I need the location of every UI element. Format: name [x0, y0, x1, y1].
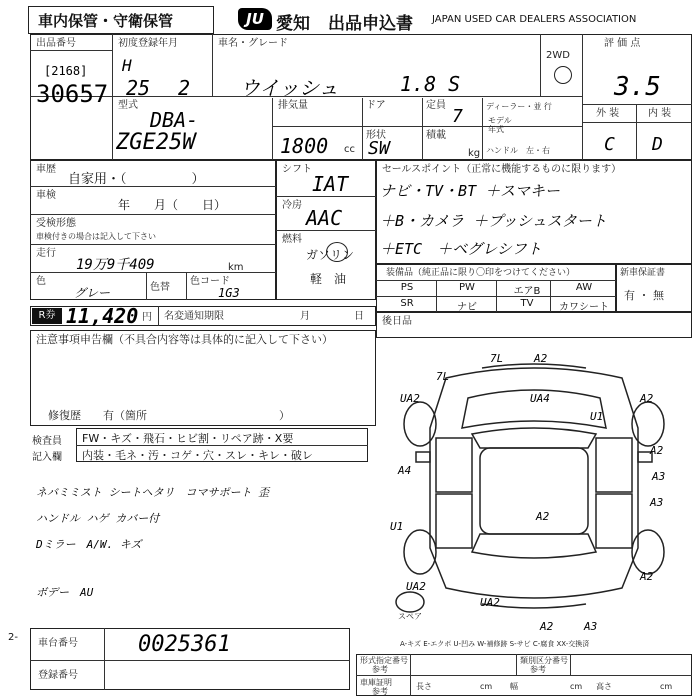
- equipment-item: AW: [575, 282, 593, 293]
- equipment-label: 装備品（純正品に限り〇印をつけてください）: [386, 268, 576, 278]
- inspection-label: 車検: [36, 190, 56, 201]
- color-label: 色: [36, 276, 46, 287]
- form-title: 出品申込書: [328, 14, 413, 34]
- year-value: 25: [126, 76, 151, 100]
- inspect-row-2: [82, 447, 313, 463]
- width-label: 幅: [510, 682, 518, 691]
- exterior-value: C: [604, 134, 615, 155]
- grade-points-label: 評 価 点: [604, 38, 641, 49]
- history-value: 自家用・（ ）: [68, 172, 205, 187]
- cc-label: cc: [344, 144, 355, 155]
- color-no-label: 色替: [150, 282, 170, 293]
- cert-type-label: 形式指定番号: [360, 656, 408, 665]
- ac-value: AAC: [306, 206, 343, 230]
- inspect-item: 穴・: [203, 449, 225, 462]
- damage-mark: 7L: [490, 352, 504, 365]
- inspect-row-1: [82, 430, 293, 446]
- note-line-4: ボデー AU: [36, 586, 94, 599]
- inspect-item: 内装・: [82, 449, 115, 462]
- equipment-item: エアB: [513, 286, 541, 297]
- interior-label: 内 装: [648, 108, 672, 119]
- drive-label: 2WD: [546, 50, 570, 61]
- inspect-item: 毛ネ・: [115, 449, 148, 462]
- displacement-label: 排気量: [278, 100, 308, 111]
- equipment-item: ナビ: [457, 302, 477, 313]
- damage-mark: A3: [652, 470, 666, 483]
- door-value: SW: [368, 138, 390, 159]
- reg-no-label: 登録番号: [38, 670, 78, 681]
- selling-point-1: ナビ・TV・BT ＋スマキー: [380, 182, 560, 200]
- damage-legend: A-キズ E-エクボ U-凹み W-補修跡 S-サビ C-腐食 XX-交換済: [400, 640, 590, 648]
- cert-ref-label-1: 参考: [372, 665, 388, 674]
- name-change-label: 名変通知期限: [164, 311, 224, 322]
- inspect-item: リペア跡・: [220, 432, 275, 445]
- r-ticket-label: R券: [32, 308, 62, 324]
- shift-label: シフト: [282, 164, 312, 175]
- color-code-label: 色コード: [190, 276, 230, 287]
- equipment-item: PW: [459, 282, 475, 293]
- dealer-label: ディーラー・並 行: [486, 102, 552, 111]
- car-cert-label: 車庫証明: [360, 678, 392, 687]
- lot-prefix: [2168]: [44, 64, 88, 78]
- fuel-diesel: 軽 油: [310, 272, 347, 286]
- ac-label: 冷房: [282, 200, 302, 211]
- height-unit: cm: [660, 682, 673, 691]
- shape-label: 形状: [366, 130, 386, 141]
- inspect-item: 汚・: [148, 449, 170, 462]
- repair-label: 修復歴 有（箇所 ）: [48, 409, 290, 422]
- note-line-2: ハンドル ハゲ カバー付: [36, 512, 160, 525]
- chassis-label: 車台番号: [38, 638, 78, 649]
- inspect-item: キズ・: [110, 432, 143, 445]
- era-value: H: [122, 56, 132, 75]
- model-code-a: DBA-: [150, 108, 199, 132]
- selling-points-label: セールスポイント（正常に機能するものに限ります）: [382, 164, 622, 175]
- history-label: 車歴: [36, 164, 56, 175]
- color-value: グレー: [74, 286, 111, 300]
- kg-label: kg: [468, 148, 481, 159]
- entry-label: 記入欄: [32, 452, 62, 463]
- length-unit: cm: [480, 682, 493, 691]
- exterior-label: 外 装: [596, 108, 620, 119]
- inspect-item: X要: [274, 432, 294, 445]
- damage-mark: U1: [590, 410, 604, 423]
- after-pay-label: 後日品: [382, 316, 412, 327]
- damage-mark: A2: [640, 570, 654, 583]
- selling-point-3: ＋ETC ＋ベグレシフト: [380, 240, 542, 258]
- fuel-gasoline: ガソリン: [306, 248, 355, 262]
- damage-mark: U1: [390, 520, 404, 533]
- inspect-item: スレ・: [225, 449, 258, 462]
- shift-value: IAT: [312, 172, 349, 196]
- org-name: 愛知: [276, 14, 310, 34]
- association-name: JAPAN USED CAR DEALERS ASSOCIATION: [432, 14, 637, 25]
- damage-mark: A2: [534, 352, 548, 365]
- name-change-month: 月: [300, 311, 310, 322]
- inspector-label: 検査員: [32, 436, 62, 447]
- first-reg-label: 初度登録年月: [118, 38, 178, 49]
- reception-note: 車検付きの場合は記入して下さい: [36, 232, 156, 241]
- inspect-item: ヒビ割・: [176, 432, 220, 445]
- warranty-yes-no: 有 ・ 無: [624, 289, 664, 302]
- damage-mark: UA2: [480, 596, 500, 609]
- load-label: 積載: [426, 130, 446, 141]
- r-ticket-unit: 円: [142, 312, 152, 323]
- cert-ref-label-3: 参考: [372, 687, 388, 696]
- damage-mark: A2: [640, 392, 654, 405]
- door-label: ドア: [366, 100, 386, 111]
- capacity-value: 7: [452, 106, 463, 127]
- lot-no-label: 出品番号: [36, 38, 76, 49]
- note-line-1: ネバミミスト シートヘタリ コマサポート 歪: [36, 486, 270, 499]
- chassis-prefix: 2-: [8, 632, 18, 643]
- inspect-item: FW・: [82, 432, 111, 445]
- damage-mark: A2: [540, 620, 554, 633]
- chassis-value: 0025361: [138, 632, 231, 657]
- new-warranty-label: 新車保証書: [620, 268, 666, 278]
- car-diagram: [376, 338, 692, 638]
- r-ticket-value: 11,420: [66, 304, 139, 328]
- damage-mark: UA2: [400, 392, 420, 405]
- equipment-item: カワシート: [559, 302, 609, 313]
- displacement-value: 1800: [280, 134, 329, 158]
- damage-mark: UA4: [530, 392, 550, 405]
- color-code-value: 1G3: [218, 286, 240, 300]
- inspection-value: 年 月（ 日）: [118, 198, 227, 212]
- inspect-item: 飛石・: [143, 432, 176, 445]
- points-value: 3.5: [614, 72, 661, 102]
- damage-mark: A2: [536, 510, 550, 523]
- grade-value: 1.8 S: [400, 72, 461, 96]
- spare-label: スペア: [398, 612, 422, 621]
- name-change-day: 日: [354, 311, 364, 322]
- fuel-label: 燃料: [282, 234, 302, 245]
- model-value: ウイッシュ: [240, 76, 339, 100]
- lot-no-value: 30657: [36, 80, 109, 108]
- ju-logo: JU: [238, 8, 272, 30]
- damage-mark: A4: [398, 464, 412, 477]
- damage-mark: A3: [584, 620, 598, 633]
- notices-label: 注意事項申告欄（不具合内容等は具体的に記入して下さい）: [36, 333, 333, 346]
- reception-label: 受検形態: [36, 218, 76, 229]
- month-value: 2: [178, 76, 191, 100]
- model-name-label: 車名・グレード: [218, 38, 288, 49]
- cert-ref-label-2: 参考: [530, 665, 546, 674]
- damage-mark: A2: [650, 444, 664, 457]
- damage-mark: UA2: [406, 580, 426, 593]
- interior-value: D: [652, 134, 663, 155]
- equipment-item: PS: [400, 282, 414, 293]
- capacity-label: 定員: [426, 100, 446, 111]
- mileage-label: 走行: [36, 248, 56, 259]
- km-label: km: [228, 262, 244, 273]
- note-line-3: Dミラー A/W. キズ: [36, 538, 142, 551]
- equipment-item: SR: [400, 298, 414, 309]
- fuel-gasoline-circle: [326, 242, 348, 262]
- drive-circle: [554, 66, 572, 84]
- model-code-label: 型式: [118, 100, 138, 111]
- damage-mark: A3: [650, 496, 664, 509]
- model-year-label: モデル 年式: [488, 116, 512, 134]
- length-label: 長さ: [416, 682, 432, 691]
- handle-label: ハンドル 左・右: [486, 146, 550, 155]
- after-pay-box: [376, 312, 692, 338]
- mileage-value: 19万9千409: [76, 257, 155, 273]
- inspect-item: 破レ: [290, 449, 313, 462]
- inspect-item: コゲ・: [170, 449, 203, 462]
- height-label: 高さ: [596, 682, 612, 691]
- equipment-item: TV: [520, 298, 534, 309]
- storage-label: 車内保管・守衛保管: [38, 12, 174, 30]
- damage-mark: 7L: [436, 370, 450, 383]
- class-no-label: 類別区分番号: [520, 656, 568, 665]
- selling-point-2: ＋B・カメラ ＋プッシュスタート: [380, 212, 607, 230]
- width-unit: cm: [570, 682, 583, 691]
- model-code-b: ZGE25W: [116, 130, 196, 155]
- inspect-item: キレ・: [258, 449, 291, 462]
